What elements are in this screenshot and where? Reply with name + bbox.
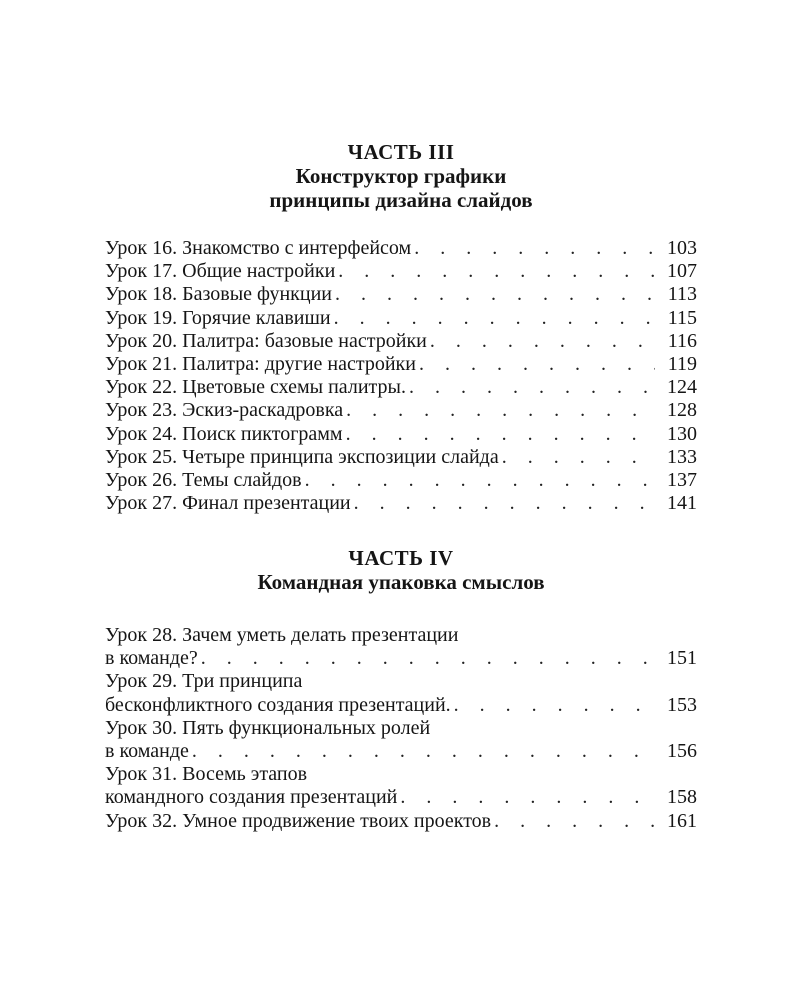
entry-title: Урок 27. Финал презентации — [105, 492, 351, 515]
entry-title: Урок 30. Пять функциональных ролей — [105, 716, 431, 739]
toc-entry — [105, 423, 697, 446]
toc-entry — [105, 376, 697, 399]
toc-entry-list — [105, 237, 697, 515]
page-number: 153 — [667, 693, 697, 716]
page-number: 128 — [667, 399, 697, 422]
toc-entry — [105, 260, 697, 283]
entry-title: Урок 32. Умное продвижение твоих проектов — [105, 809, 492, 832]
entry-title-continuation: бесконфликтного создания презентаций. — [105, 693, 451, 716]
page-number: 119 — [667, 353, 697, 376]
page-number: 124 — [667, 376, 697, 399]
entry-title: Урок 25. Четыре принципа экспозиции слайда — [105, 445, 499, 468]
toc-entry — [105, 670, 697, 716]
page-number: 107 — [667, 260, 697, 283]
page-number: 141 — [667, 492, 697, 515]
toc-entry — [105, 283, 697, 306]
page-number: 116 — [667, 329, 697, 352]
toc-entry — [105, 469, 697, 492]
page-number: 113 — [667, 283, 697, 306]
dot-leader — [346, 399, 655, 422]
entry-title: Урок 28. Зачем уметь делать презентации — [105, 624, 459, 646]
page-number: 158 — [667, 786, 697, 809]
entry-title: Урок 29. Три принципа — [105, 670, 303, 693]
dot-leader — [409, 376, 655, 399]
page-number: 151 — [667, 647, 697, 670]
toc-entry — [105, 717, 697, 763]
toc-entry — [105, 492, 697, 515]
page-number: 156 — [667, 740, 697, 763]
dot-leader — [400, 786, 655, 809]
entry-title-continuation: в команде? — [105, 647, 198, 670]
dot-leader — [454, 694, 655, 717]
page-number: 130 — [667, 422, 697, 445]
part-subtitle-line: Командная упаковка смыслов — [257, 570, 545, 594]
dot-leader — [494, 810, 655, 833]
entry-title: Урок 23. Эскиз-раскадровка — [105, 399, 344, 422]
dot-leader — [414, 237, 655, 260]
dot-leader — [201, 647, 655, 670]
entry-title: Урок 31. Восемь этапов — [105, 763, 308, 786]
entry-title-continuation: в команде — [105, 740, 189, 763]
part-3-section — [105, 140, 697, 515]
dot-leader — [305, 469, 655, 492]
entry-title: Урок 19. Горячие клавиши — [105, 306, 331, 329]
dot-leader — [430, 330, 655, 353]
dot-leader — [192, 740, 655, 763]
entry-title: Урок 17. Общие настройки — [105, 260, 336, 283]
page-number: 137 — [667, 469, 697, 492]
entry-title: Урок 22. Цветовые схемы палитры. — [105, 376, 406, 399]
entry-title: Урок 24. Поиск пиктограмм — [105, 422, 343, 445]
page-number: 115 — [667, 306, 697, 329]
entry-title: Урок 20. Палитра: базовые настройки — [105, 329, 427, 352]
toc-entry — [105, 353, 697, 376]
toc-entry — [105, 399, 697, 422]
toc-entry-list — [105, 624, 697, 833]
part-4-section — [105, 546, 697, 833]
entry-title: Урок 18. Базовые функции — [105, 283, 333, 306]
dot-leader — [354, 492, 655, 515]
entry-title: Урок 26. Темы слайдов — [105, 469, 302, 492]
part-heading: ЧАСТЬ III — [347, 140, 455, 164]
part-subtitle-line: Конструктор графики — [295, 164, 507, 188]
toc-entry — [105, 810, 697, 833]
toc-entry — [105, 330, 697, 353]
toc-entry — [105, 446, 697, 469]
dot-leader — [419, 353, 655, 376]
part-heading: ЧАСТЬ IV — [348, 546, 454, 570]
dot-leader — [346, 423, 655, 446]
dot-leader — [338, 260, 655, 283]
page-number: 161 — [667, 809, 697, 832]
toc-entry — [105, 624, 697, 670]
dot-leader — [334, 307, 655, 330]
dot-leader — [502, 446, 655, 469]
page-number: 103 — [667, 237, 697, 259]
entry-title: Урок 16. Знакомство с интерфейсом — [105, 237, 412, 259]
entry-title-continuation: командного создания презентаций — [105, 786, 398, 809]
dot-leader — [335, 283, 655, 306]
entry-title: Урок 21. Палитра: другие настройки — [105, 353, 416, 376]
toc-entry — [105, 307, 697, 330]
toc-entry — [105, 237, 697, 260]
toc-entry — [105, 763, 697, 809]
part-subtitle-line: принципы дизайна слайдов — [269, 188, 533, 212]
page-number: 133 — [667, 445, 697, 468]
